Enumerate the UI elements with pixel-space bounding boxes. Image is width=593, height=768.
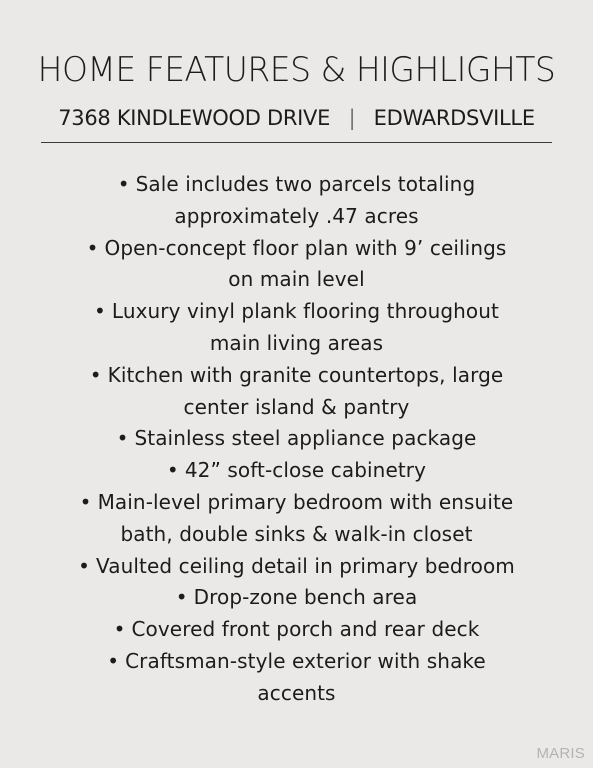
- feature-item: [0, 614, 593, 646]
- bullet-icon: •: [79, 489, 92, 514]
- maris-watermark: MARIS: [536, 745, 585, 762]
- bullet-icon: •: [166, 458, 179, 483]
- feature-item: [0, 487, 593, 551]
- feature-text: Stainless steel appliance package: [134, 426, 477, 451]
- features-list: [0, 169, 593, 710]
- bullet-icon: •: [86, 235, 99, 260]
- feature-text: Vaulted ceiling detail in primary bedroom: [96, 553, 515, 578]
- feature-item: [0, 455, 593, 487]
- feature-item: [0, 646, 593, 710]
- bullet-icon: •: [117, 172, 130, 196]
- feature-item: [0, 169, 593, 233]
- bullet-icon: •: [107, 648, 120, 673]
- street-address: 7368 KINDLEWOOD DRIVE: [58, 106, 331, 130]
- feature-text: Craftsman-style exterior with shake accents: [125, 648, 486, 705]
- feature-text: Covered front porch and rear deck: [131, 617, 480, 642]
- bullet-icon: •: [175, 585, 188, 610]
- feature-text: 42” soft-close cabinetry: [184, 458, 427, 483]
- feature-item: [0, 360, 593, 424]
- feature-text: Luxury vinyl plank flooring throughout main living areas: [111, 299, 499, 355]
- city-name: EDWARDSVILLE: [373, 106, 535, 130]
- feature-text: Sale includes two parcels totaling approximately .47 acres: [135, 172, 476, 228]
- bullet-icon: •: [94, 299, 106, 324]
- page-title: HOME FEATURES & HIGHLIGHTS: [37, 49, 556, 90]
- feature-text: Main-level primary bedroom with ensuite bath, double sinks & walk-in closet: [97, 489, 514, 546]
- bullet-icon: •: [113, 617, 126, 642]
- bullet-icon: •: [78, 553, 91, 578]
- divider-rule: [41, 142, 552, 143]
- feature-item: [0, 551, 593, 583]
- bullet-icon: •: [116, 426, 129, 451]
- feature-text: Kitchen with granite countertops, large center island & pantry: [107, 362, 504, 419]
- feature-item: [0, 582, 593, 614]
- feature-item: [0, 423, 593, 455]
- feature-text: Drop-zone bench area: [193, 585, 418, 610]
- feature-item: [0, 233, 593, 297]
- address-separator: |: [348, 106, 356, 130]
- feature-item: [0, 296, 593, 360]
- feature-text: Open-concept floor plan with 9’ ceilings on main level: [104, 235, 507, 292]
- bullet-icon: •: [89, 362, 102, 387]
- address-line: [0, 104, 593, 132]
